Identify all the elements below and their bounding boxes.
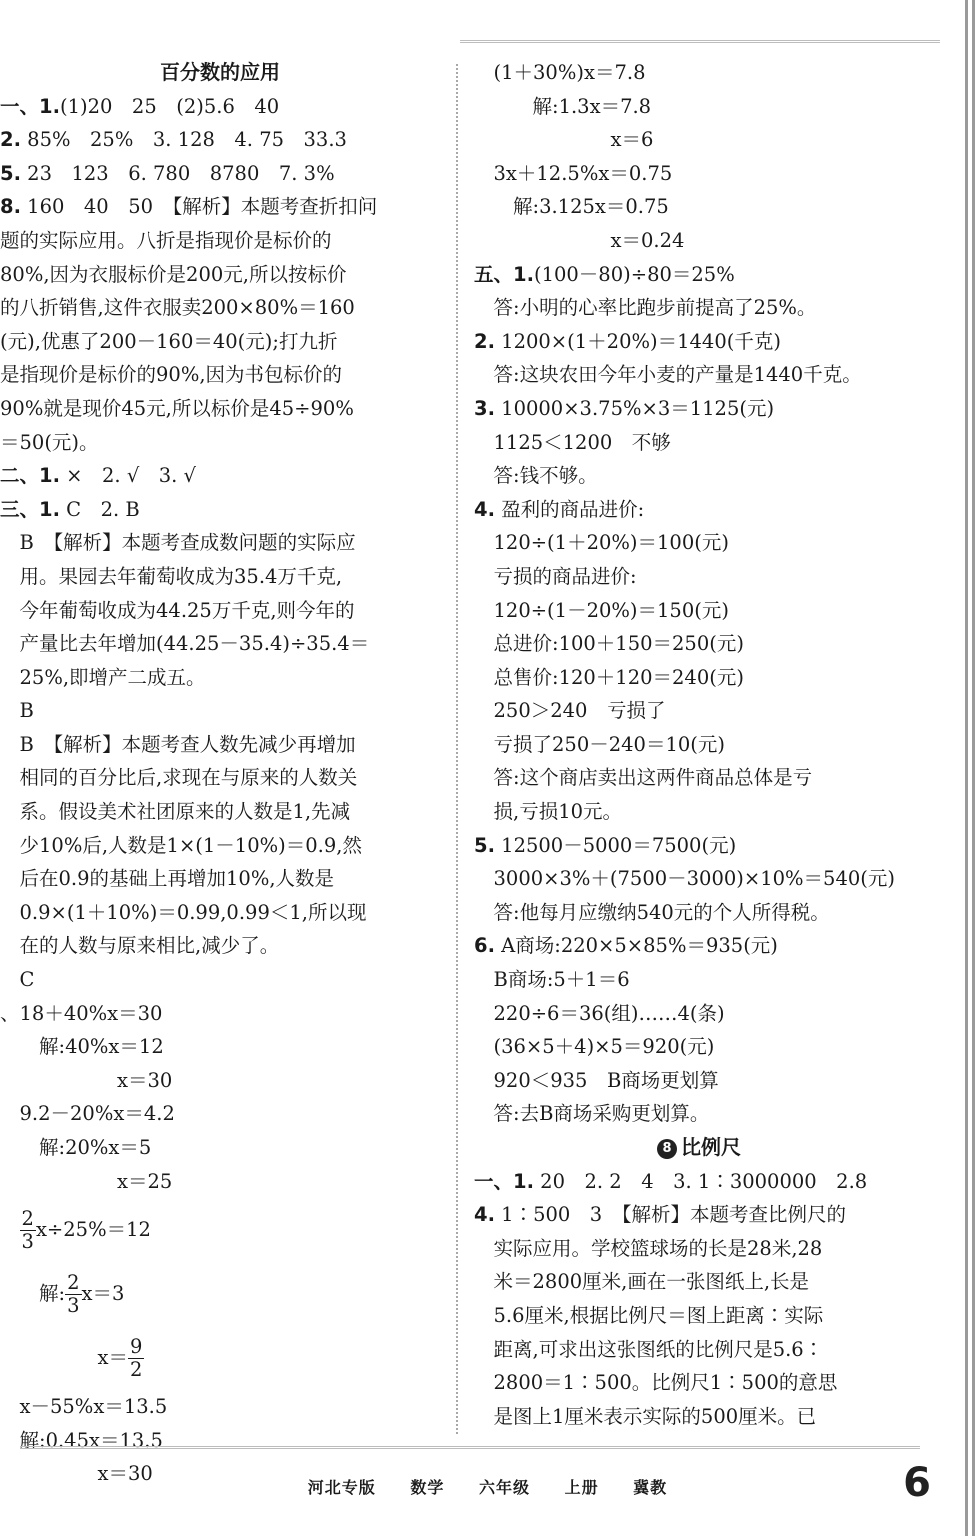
right-answer-line: 一、1. 20 2. 2 4 3. 1∶3000000 2.8 bbox=[474, 1169, 868, 1193]
section-title: 百分数的应用 bbox=[160, 60, 280, 84]
right-answer-line: 250＞240 亏损了 bbox=[474, 699, 666, 723]
right-answer-line: 总售价:120＋120＝240(元) bbox=[474, 665, 744, 689]
left-answer-line: 8. 160 40 50 【解析】本题考查折扣问 bbox=[0, 195, 378, 219]
left-answer-line: ＝50(元)。 bbox=[0, 430, 99, 454]
section-number-badge: 8 bbox=[657, 1139, 677, 1159]
right-answer-line: 解:1.3x＝7.8 bbox=[474, 94, 652, 118]
left-answer-line: 系。假设美术社团原来的人数是1,先减 bbox=[0, 800, 351, 824]
fraction: $\frac{2}{3}$ bbox=[21, 1207, 34, 1254]
left-equation-line: 解: $\frac{2}{3}$ x＝3 bbox=[0, 1271, 125, 1318]
footer-subject: 数学 bbox=[410, 1478, 445, 1497]
fraction: $\frac{2}{3}$ bbox=[67, 1271, 80, 1318]
right-answer-line: B商场:5＋1＝6 bbox=[474, 968, 630, 992]
left-answer-line: 2. 85% 25% 3. 128 4. 75 33.3 bbox=[0, 128, 347, 152]
fraction: $\frac{9}{2}$ bbox=[130, 1335, 143, 1382]
right-answer-line: 答:去B商场采购更划算。 bbox=[474, 1102, 710, 1126]
right-answer-line: 总进价:100＋150＝250(元) bbox=[474, 632, 744, 656]
footer-grade: 六年级 bbox=[478, 1478, 530, 1497]
right-answer-line: 220÷6＝36(组)……4(条) bbox=[474, 1001, 725, 1025]
left-answer-line: 三、1. C 2. B bbox=[0, 497, 140, 521]
right-answer-line: (1＋30%)x＝7.8 bbox=[474, 61, 646, 84]
left-answer-line: B 【解析】本题考查人数先减少再增加 bbox=[0, 732, 356, 756]
left-answer-line: (元),优惠了200－160＝40(元);打九折 bbox=[0, 329, 338, 353]
right-answer-line: 五、1.(100－80)÷80＝25% bbox=[474, 262, 735, 286]
left-answer-line: 少10%后,人数是1×(1－10%)＝0.9,然 bbox=[0, 833, 362, 857]
right-answer-line: 解:3.125x＝0.75 bbox=[474, 195, 669, 219]
left-answer-line: C bbox=[0, 968, 35, 992]
left-answer-line: x＝25 bbox=[0, 1169, 173, 1193]
left-answer-line: B bbox=[0, 699, 34, 723]
right-column bbox=[474, 56, 924, 1433]
bottom-border-decoration bbox=[20, 1446, 920, 1457]
page-number: 6 bbox=[903, 1460, 931, 1506]
left-answer-line: 相同的百分比后,求现在与原来的人数关 bbox=[0, 766, 358, 790]
right-answer-line: 米＝2800厘米,画在一张图纸上,长是 bbox=[474, 1270, 810, 1294]
right-answer-line: 损,亏损10元。 bbox=[474, 800, 623, 824]
left-answer-line: 后在0.9的基础上再增加10%,人数是 bbox=[0, 867, 335, 891]
right-answer-line: 答:这块农田今年小麦的产量是1440千克。 bbox=[474, 363, 862, 387]
right-answer-line: (36×5＋4)×5＝920(元) bbox=[474, 1035, 715, 1059]
right-answer-line: 亏损了250－240＝10(元) bbox=[474, 732, 725, 756]
left-answer-line: 二、1. × 2. √ 3. √ bbox=[0, 464, 196, 488]
left-answer-line: 解:40%x＝12 bbox=[0, 1035, 164, 1059]
right-answer-line: 120÷(1＋20%)＝100(元) bbox=[474, 531, 729, 555]
left-answer-line: B 【解析】本题考查成数问题的实际应 bbox=[0, 531, 356, 555]
left-answer-line: 用。果园去年葡萄收成为35.4万千克, bbox=[0, 564, 343, 588]
left-answer-line: 90%就是现价45元,所以标价是45÷90% bbox=[0, 396, 354, 420]
left-answer-line: 是指现价是标价的90%,因为书包标价的 bbox=[0, 363, 343, 387]
column-divider bbox=[456, 64, 458, 1434]
left-answer-line: 80%,因为衣服标价是200元,所以按标价 bbox=[0, 262, 347, 286]
footer-publisher: 冀教 bbox=[633, 1478, 668, 1497]
right-answer-line: 答:这个商店卖出这两件商品总体是亏 bbox=[474, 766, 813, 790]
right-answer-line: 2. 1200×(1＋20%)＝1440(千克) bbox=[474, 329, 781, 353]
right-answer-line: 3. 10000×3.75%×3＝1125(元) bbox=[474, 396, 775, 420]
left-answer-line: x＝30 bbox=[0, 1068, 173, 1092]
left-answer-line: 的八折销售,这件衣服卖200×80%＝160 bbox=[0, 296, 355, 320]
left-answer-line: 解:20%x＝5 bbox=[0, 1136, 152, 1159]
left-answer-line: 一、1.(1)20 25 (2)5.6 40 bbox=[0, 94, 280, 118]
right-answer-line: 3x＋12.5%x＝0.75 bbox=[474, 161, 673, 185]
footer-volume: 上册 bbox=[564, 1478, 599, 1497]
right-answer-line: x＝0.24 bbox=[474, 228, 685, 252]
right-answer-line: 120÷(1－20%)＝150(元) bbox=[474, 598, 729, 622]
right-answer-line: 答:小明的心率比跑步前提高了25%。 bbox=[474, 296, 817, 320]
left-answer-line: 25%,即增产二成五。 bbox=[0, 665, 206, 689]
right-answer-line: 920＜935 B商场更划算 bbox=[474, 1068, 719, 1092]
left-answer-line: 今年葡萄收成为44.25万千克,则今年的 bbox=[0, 598, 355, 622]
right-section-heading bbox=[474, 1131, 924, 1165]
right-answer-line: 答:钱不够。 bbox=[474, 464, 598, 488]
right-answer-line: 5.6厘米,根据比例尺＝图上距离∶实际 bbox=[474, 1303, 824, 1327]
footer-edition: 河北专版 bbox=[307, 1478, 376, 1497]
right-answer-line: x＝6 bbox=[474, 128, 654, 152]
left-equation-line: $\frac{2}{3}$ x÷25%＝12 bbox=[21, 1207, 151, 1254]
right-answer-line: 3000×3%＋(7500－3000)×10%＝540(元) bbox=[474, 867, 895, 891]
right-answer-line: 实际应用。学校篮球场的长是28米,28 bbox=[474, 1236, 823, 1260]
left-answer-line: 解:0.45x＝13.5 bbox=[0, 1428, 163, 1452]
right-answer-line: 是图上1厘米表示实际的500厘米。已 bbox=[474, 1404, 817, 1428]
section-title: 比例尺 bbox=[681, 1135, 741, 1159]
left-answer-line: 产量比去年增加(44.25－35.4)÷35.4＝ bbox=[0, 632, 370, 656]
left-answer-line: 题的实际应用。八折是指现价是标价的 bbox=[0, 228, 332, 252]
right-answer-line: 4. 1∶500 3 【解析】本题考查比例尺的 bbox=[474, 1203, 846, 1227]
left-answer-line: 0.9×(1＋10%)＝0.99,0.99＜1,所以现 bbox=[0, 900, 367, 924]
right-answer-line: 4. 盈利的商品进价: bbox=[474, 497, 645, 521]
left-answer-line: 、18＋40%x＝30 bbox=[0, 1001, 163, 1025]
left-answer-line: 9.2－20%x＝4.2 bbox=[0, 1102, 175, 1126]
right-answer-line: 距离,可求出这张图纸的比例尺是5.6∶ bbox=[474, 1337, 824, 1361]
left-column bbox=[0, 56, 440, 1491]
right-answer-line: 1125＜1200 不够 bbox=[474, 430, 671, 454]
page-footer bbox=[0, 1470, 975, 1506]
right-answer-line: 5. 12500－5000＝7500(元) bbox=[474, 833, 737, 857]
left-answer-line: 在的人数与原来相比,减少了。 bbox=[0, 934, 280, 958]
right-answer-line: 6. A商场:220×5×85%＝935(元) bbox=[474, 934, 778, 958]
top-border-decoration bbox=[460, 40, 940, 49]
right-answer-line: 2800＝1∶500。比例尺1∶500的意思 bbox=[474, 1371, 838, 1395]
left-section-heading bbox=[0, 56, 440, 90]
left-answer-line: x＝30 bbox=[0, 1462, 153, 1486]
right-answer-line: 亏损的商品进价: bbox=[474, 564, 637, 588]
left-answer-line: 5. 23 123 6. 780 8780 7. 3% bbox=[0, 161, 335, 185]
left-equation-line: x＝ $\frac{9}{2}$ bbox=[0, 1335, 143, 1382]
right-answer-line: 答:他每月应缴纳540元的个人所得税。 bbox=[474, 900, 830, 924]
left-answer-line: x－55%x＝13.5 bbox=[0, 1395, 168, 1419]
